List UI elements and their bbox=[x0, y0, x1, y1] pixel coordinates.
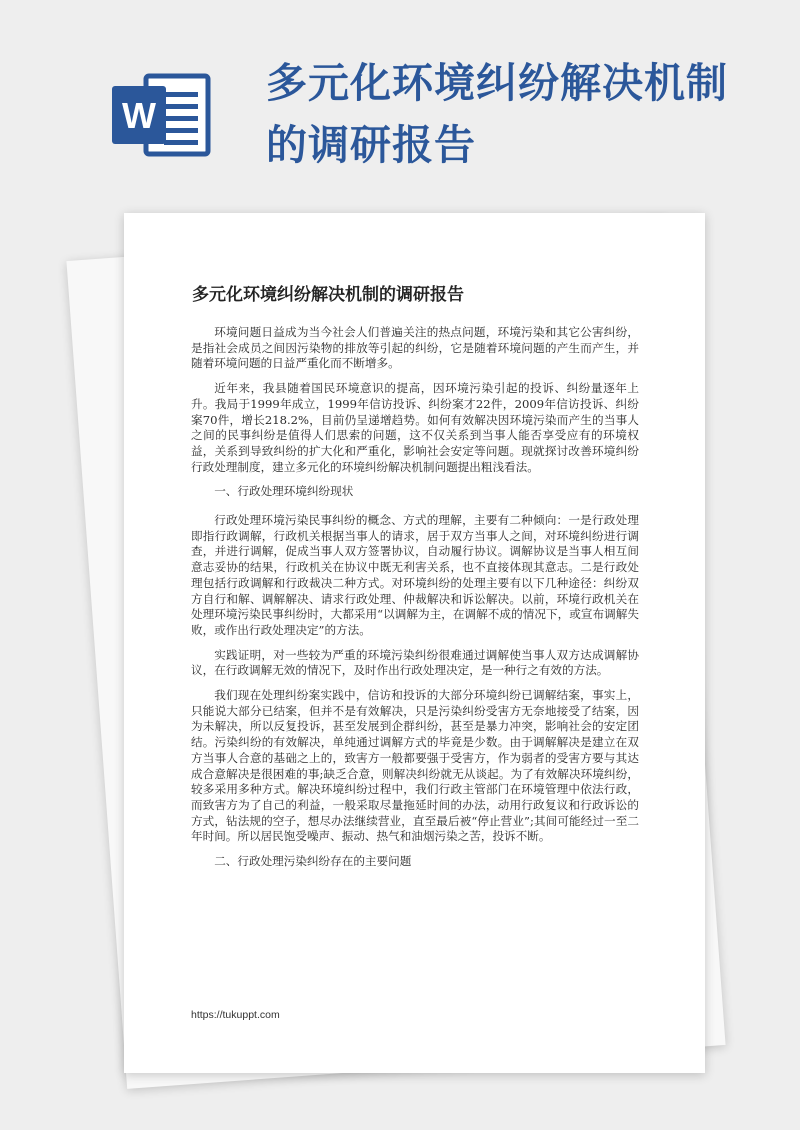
paragraph-admin-handling: 行政处理环境污染民事纠纷的概念、方式的理解，主要有二种倾向：一是行政处理即指行政调解，行政机关根据当事人的请求，居于双方当事人之间，对环境纠纷进行调查，并进行调解，促成当事人双方签署协议，自动履行协议。调解协议是当事人相互间意志妥协的结果，行政机关在协议中既无利害关系，也不直接体现其意志。二是行政处理包括行政调解和行政裁决二种方式。对环境纠纷的处理主要有以下几种途径：纠纷双方自行和解、调解解决、请求行政处理、仲裁解决和诉讼解决。以前，环境行政机关在处理环境污染民事纠纷时，大都采用“以调解为主，在调解不成的情况下，或宣布调解失败，或作出行政处理决定”的方法。 bbox=[191, 513, 639, 637]
word-icon-letter: W bbox=[122, 95, 156, 136]
banner-title: 多元化环境纠纷解决机制的调研报告 bbox=[266, 59, 728, 169]
document-body bbox=[191, 325, 639, 883]
document-page bbox=[124, 213, 705, 1073]
paragraph-practice-proof: 实践证明，对一些较为严重的环境污染纠纷很难通过调解使当事人双方达成调解协议，在行政调解无效的情况下，及时作出行政处理决定，是一种行之有效的方法。 bbox=[191, 647, 639, 678]
paragraph-current-practice: 我们现在处理纠纷案实践中，信访和投诉的大部分环境纠纷已调解结案，事实上，只能说大部分已结案，但并不是有效解决，只是污染纠纷受害方无奈地接受了结案，因为未解决，所以反复投诉，甚至发展到企群纠纷，甚至是暴力冲突，影响社会的安定团结。污染纠纷的有效解决，单纯通过调解方式的毕竟是少数。由于调解解决是建立在双方当事人合意的基础之上的，致害方一般都要强于受害方，作为弱者的受害方要与其达成合意解决是很困难的事;缺乏合意，则解决纠纷就无从谈起。为了有效解决环境纠纷，较多采用多种方式。解决环境纠纷过程中，我们行政主管部门在环境管理中依法行政，而致害方为了自己的利益，一般采取尽量拖延时间的办法，动用行政复议和行政诉讼的方式，钻法规的空子，想尽办法继续营业，直至最后被“停止营业”;其间可能经过一至二年时间。所以居民饱受噪声、振动、热气和油烟污染之苦，投诉不断。 bbox=[191, 688, 639, 844]
paragraph-intro: 环境问题日益成为当今社会人们普遍关注的热点问题，环境污染和其它公害纠纷，是指社会成员之间因污染物的排放等引起的纠纷，它是随着环境问题的产生而产生，并随着环境问题的日益严重化而不断增多。 bbox=[191, 325, 639, 371]
word-document-icon bbox=[112, 72, 212, 158]
paragraph-recent-years: 近年来，我县随着国民环境意识的提高，因环境污染引起的投诉、纠纷量逐年上升。我局于1999年成立，1999年信访投诉、纠纷案才22件，2009年信访投诉、纠纷案70件，增长218.2%，目前仍呈递增趋势。如何有效解决因环境污染而产生的当事人之间的民事纠纷是值得人们思索的问题，这不仅关系到当事人能否享受应有的环境权益，关系到导致纠纷的扩大化和严重化，影响社会安定等问题。现就探讨改善环境纠纷行政处理制度，建立多元化的环境纠纷解决机制问题提出粗浅看法。 bbox=[191, 381, 639, 474]
section-heading-2: 二、行政处理污染纠纷存在的主要问题 bbox=[214, 854, 412, 869]
section-heading-1: 一、行政处理环境纠纷现状 bbox=[214, 484, 354, 499]
source-url: https://tukuppt.com bbox=[191, 1009, 280, 1021]
document-title: 多元化环境纠纷解决机制的调研报告 bbox=[192, 285, 464, 305]
